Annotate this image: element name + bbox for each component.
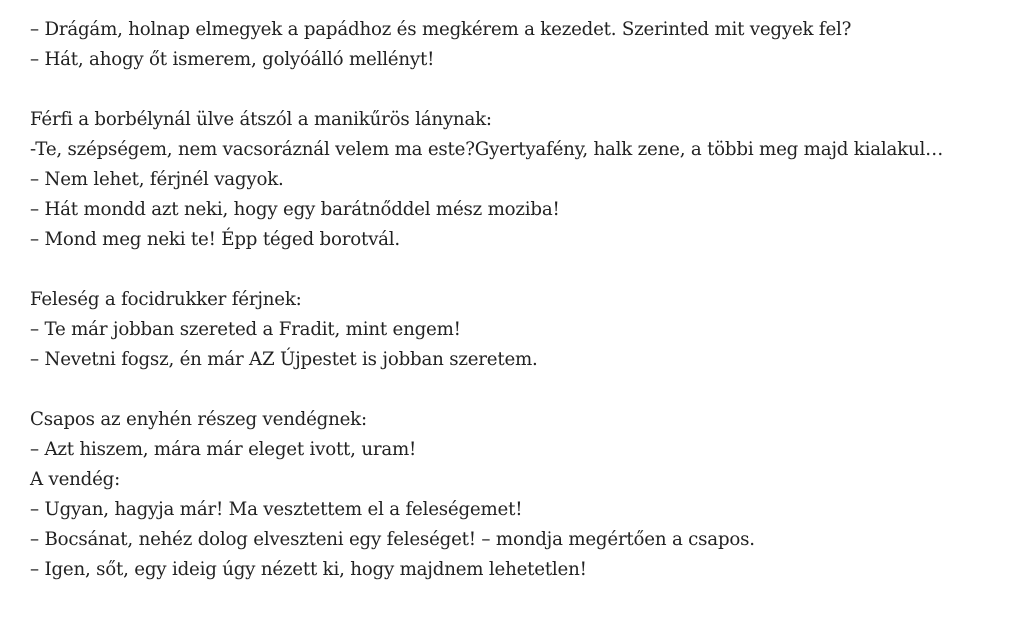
joke-line: – Nevetni fogsz, én már AZ Újpestet is jobban szeretem. (30, 349, 538, 370)
joke-line: – Hát, ahogy őt ismerem, golyóálló mellényt! (30, 49, 435, 70)
joke-line: Férfi a borbélynál ülve átszól a manikűrös lánynak: (30, 109, 492, 130)
joke-line: – Ugyan, hagyja már! Ma vesztettem el a feleségemet! (30, 499, 523, 520)
joke-line: A vendég: (30, 469, 121, 490)
joke-line: – Hát mondd azt neki, hogy egy barátnőddel mész moziba! (30, 199, 560, 220)
joke-line: – Azt hiszem, mára már eleget ivott, uram! (30, 439, 417, 460)
joke-line: – Mond meg neki te! Épp téged borotvál. (30, 229, 400, 250)
joke-3 (30, 285, 1020, 375)
joke-line: – Drágám, holnap elmegyek a papádhoz és megkérem a kezedet. Szerinted mit vegyek fel? (30, 19, 852, 40)
joke-4 (30, 405, 1020, 585)
joke-line: – Bocsánat, nehéz dolog elveszteni egy feleséget! – mondja megértően a csapos. (30, 529, 755, 550)
joke-line: Csapos az enyhén részeg vendégnek: (30, 409, 367, 430)
joke-line: – Te már jobban szereted a Fradit, mint engem! (30, 319, 461, 340)
joke-1 (30, 15, 1020, 75)
joke-line: – Igen, sőt, egy ideig úgy nézett ki, hogy majdnem lehetetlen! (30, 559, 587, 580)
article-body (30, 15, 1020, 615)
joke-line: – Nem lehet, férjnél vagyok. (30, 169, 284, 190)
joke-line: -Te, szépségem, nem vacsoráznál velem ma este?Gyertyafény, halk zene, a többi meg majd kialakul… (30, 139, 944, 160)
joke-2 (30, 105, 1020, 255)
joke-line: Feleség a focidrukker férjnek: (30, 289, 302, 310)
